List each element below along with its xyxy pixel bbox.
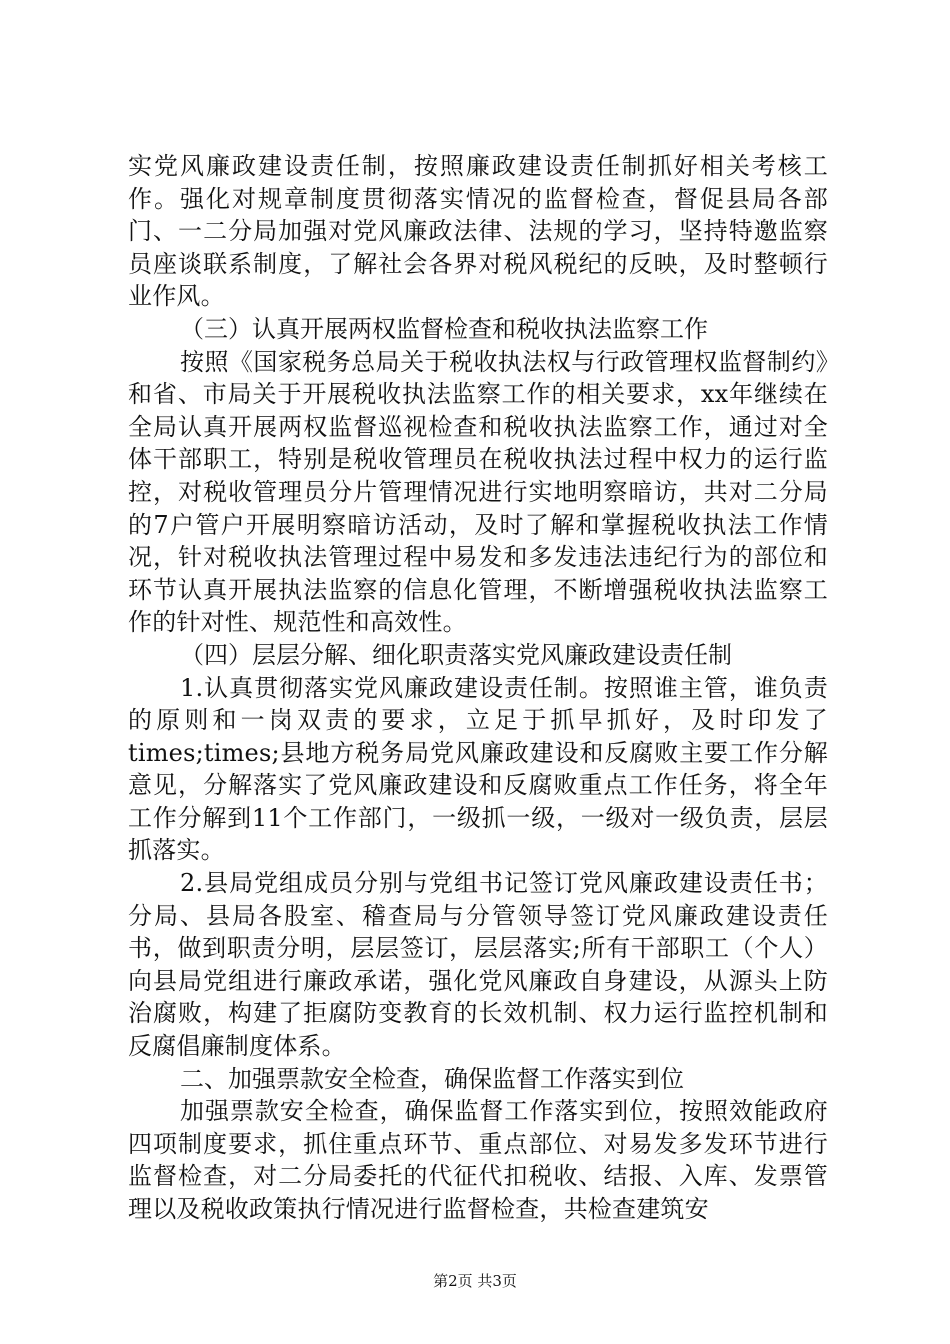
section-heading-2: 二、加强票款安全检查，确保监督工作落实到位 [180,1064,684,1093]
paragraph-3: 1.认真贯彻落实党风廉政建设责任制。按照谁主管，谁负责的原则和一岗双责的要求，立足于抓早抓好，及时印发了times;times;县地方税务局党风廉政建设和反腐败主要工作分解意见，分解落实了党风廉政建设和反腐败重点工作任务，将全年工作分解到11个工作部门，一级抓一级，一级对一级负责，层层抓落实。 [128,673,828,865]
paragraph-1: 实党风廉政建设责任制，按照廉政建设责任制抓好相关考核工作。强化对规章制度贯彻落实情况的监督检查，督促县局各部门、一二分局加强对党风廉政法律、法规的学习，坚持特邀监察员座谈联系制度，了解社会各界对税风税纪的反映，及时整顿行业作风。 [128,152,828,311]
paragraph-2: 按照《国家税务总局关于税收执法权与行政管理权监督制约》和省、市局关于开展税收执法监察工作的相关要求，xx年继续在全局认真开展两权监督巡视检查和税收执法监察工作，通过对全体干部职工，特别是税收管理员在税收执法过程中权力的运行监控，对税收管理员分片管理情况进行实地明察暗访，共对二分局的7户管户开展明察暗访活动，及时了解和掌握税收执法工作情况，针对税收执法管理过程中易发和多发违法违纪行为的部位和环节认真开展执法监察的信息化管理，不断增强税收执法监察工作的针对性、规范性和高效性。 [128,347,828,637]
section-heading-3: （三）认真开展两权监督检查和税收执法监察工作 [180,314,708,343]
section-heading-4: （四）层层分解、细化职责落实党风廉政建设责任制 [180,640,732,669]
paragraph-5: 加强票款安全检查，确保监督工作落实到位，按照效能政府四项制度要求，抓住重点环节、重点部位、对易发多发环节进行监督检查，对二分局委托的代征代扣税收、结报、入库、发票管理以及税收政策执行情况进行监督检查，共检查建筑安 [128,1097,828,1223]
page-footer: 第2页 共3页 [433,1272,517,1290]
paragraph-4: 2.县局党组成员分别与党组书记签订党风廉政建设责任书；分局、县局各股室、稽查局与分管领导签订党风廉政建设责任书，做到职责分明，层层签订，层层落实;所有干部职工（个人）向县局党组进行廉政承诺，强化党风廉政自身建设，从源头上防治腐败，构建了拒腐防变教育的长效机制、权力运行监控机制和反腐倡廉制度体系。 [128,869,828,1061]
document-body [128,150,828,1226]
